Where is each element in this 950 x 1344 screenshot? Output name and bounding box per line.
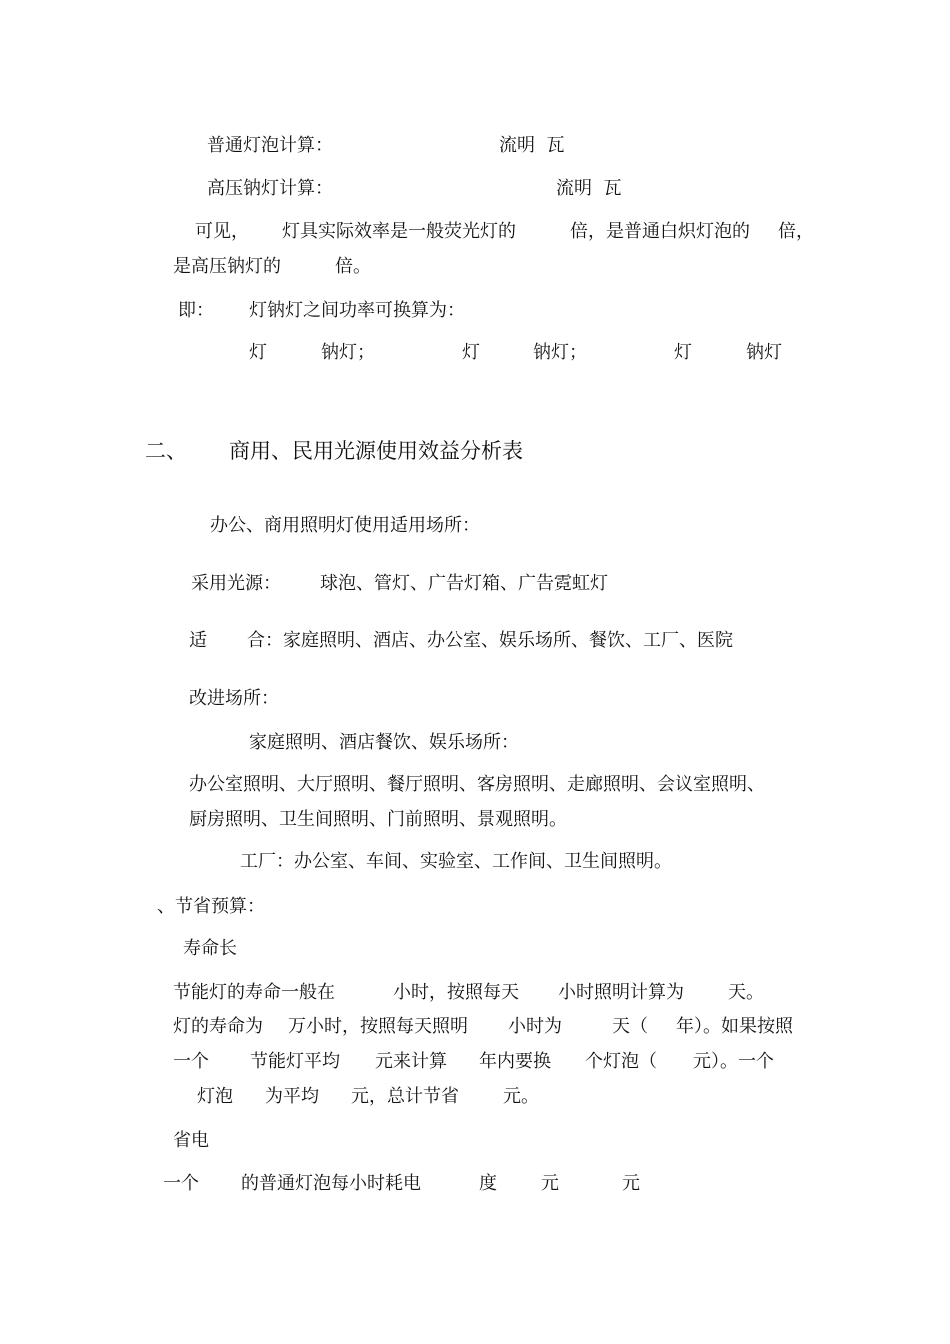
life-text: 天。 [728,982,764,1003]
life-text: 小时照明计算为 [558,982,684,1003]
section-number: 二、 [145,439,187,463]
lighting-list-line2: 厨房照明、卫生间照明、门前照明、景观照明。 [189,809,567,830]
factory-line: 工厂：办公室、车间、实验室、工作间、卫生间照明。 [240,851,672,872]
life-text: 元。 [503,1086,539,1107]
life-text: 节能灯平均 [250,1051,340,1072]
ordinary-bulb-calc-label: 普通灯泡计算： [207,135,333,156]
conversion-item: 钠灯； [321,342,375,363]
life-text: 元来计算 [375,1051,447,1072]
life-text: 一个 [173,1051,209,1072]
life-text: 年）。如果按照 [676,1016,793,1037]
life-text: 元）。一个 [693,1051,774,1072]
life-text: 天（ [612,1016,648,1037]
conclusion-part-b: 灯具实际效率是一般荧光灯的 [282,221,516,242]
power-text: 的普通灯泡每小时耗电 [241,1173,421,1194]
life-text: 元，总计节省 [351,1086,459,1107]
life-text: 个灯泡（ [585,1051,657,1072]
power-text: 一个 [163,1173,199,1194]
long-life-heading: 寿命长 [183,938,237,959]
life-text: 灯的寿命为 [173,1016,263,1037]
conversion-item: 灯 [249,342,267,363]
power-saving-heading: 省电 [173,1130,209,1151]
conversion-label: 即： [178,300,214,321]
power-text: 元 [622,1173,640,1194]
life-text: 小时为 [508,1016,562,1037]
conversion-item: 灯 [674,342,692,363]
suitable-label: 适 [189,630,207,651]
conversion-item: 钠灯； [533,342,587,363]
life-text: 万小时，按照每天照明 [288,1016,468,1037]
budget-heading: 、节省预算： [157,896,265,917]
conversion-item: 灯 [462,342,480,363]
conclusion-part-d: 倍， [778,221,814,242]
sodium-lamp-calc-unit: 流明 瓦 [556,178,622,199]
life-text: 小时，按照每天 [393,982,519,1003]
home-hotel-heading: 家庭照明、酒店餐饮、娱乐场所： [249,732,519,753]
conclusion-part-c: 倍，是普通白炽灯泡的 [570,221,750,242]
conclusion-part-a: 可见， [195,221,249,242]
improve-label: 改进场所： [189,688,279,709]
conversion-text: 灯钠灯之间功率可换算为： [249,300,465,321]
conclusion-line2-end: 倍。 [335,256,371,277]
power-text: 元 [541,1173,559,1194]
sodium-lamp-calc-label: 高压钠灯计算： [207,178,333,199]
life-text: 节能灯的寿命一般在 [173,982,335,1003]
life-text: 为平均 [265,1086,319,1107]
light-source-label: 采用光源： [191,573,281,594]
suitable-value: 合：家庭照明、酒店、办公室、娱乐场所、餐饮、工厂、医院 [247,630,733,651]
ordinary-bulb-calc-unit: 流明 瓦 [499,135,565,156]
power-text: 度 [479,1173,497,1194]
lighting-list-line1: 办公室照明、大厅照明、餐厅照明、客房照明、走廊照明、会议室照明、 [189,774,765,795]
section-title: 商用、民用光源使用效益分析表 [229,439,523,463]
conversion-item: 钠灯 [746,342,782,363]
life-text: 年内要换 [479,1051,551,1072]
life-text: 灯泡 [197,1086,233,1107]
conclusion-line2: 是高压钠灯的 [173,256,281,277]
light-source-value: 球泡、管灯、广告灯箱、广告霓虹灯 [320,573,608,594]
usage-heading: 办公、商用照明灯使用适用场所： [210,515,480,536]
